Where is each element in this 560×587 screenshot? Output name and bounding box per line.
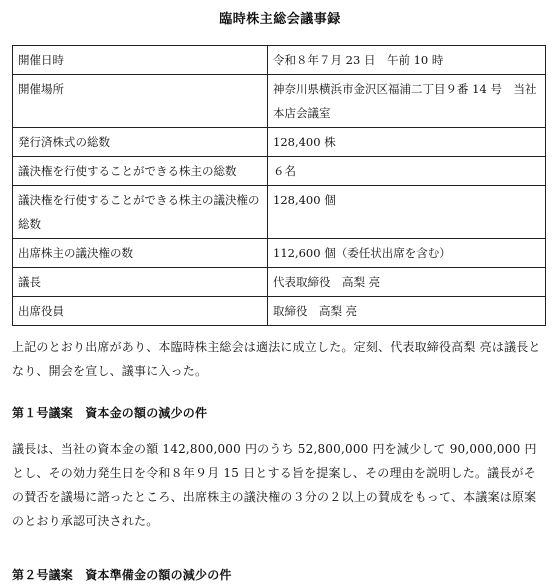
table-row	[13, 46, 546, 75]
meeting-info-table	[12, 45, 546, 326]
document-title: 臨時株主総会議事録	[219, 12, 341, 27]
table-row	[13, 239, 546, 268]
table-row	[13, 186, 546, 239]
table-row	[13, 297, 546, 326]
row-label: 発行済株式の総数	[13, 128, 268, 157]
row-label: 議長	[13, 268, 268, 297]
table-row	[13, 75, 546, 128]
row-value: 代表取締役 高梨 亮	[268, 268, 546, 297]
row-value: 令和８年７月 23 日 午前 10 時	[268, 46, 546, 75]
row-label: 開催場所	[13, 75, 268, 128]
table-row	[13, 268, 546, 297]
row-value: 112,600 個（委任状出席を含む）	[268, 239, 546, 268]
table-row	[13, 157, 546, 186]
row-label: 出席株主の議決権の数	[13, 239, 268, 268]
item1-heading: 第１号議案 資本金の額の減少の件	[12, 406, 208, 420]
row-label: 出席役員	[13, 297, 268, 326]
row-value: ６名	[268, 157, 546, 186]
table-row	[13, 128, 546, 157]
row-label: 議決権を行使することができる株主の議決権の総数	[13, 186, 268, 239]
row-value: 神奈川県横浜市金沢区福浦二丁目９番 14 号 当社本店会議室	[268, 75, 546, 128]
item2-heading: 第２号議案 資本準備金の額の減少の件	[12, 568, 232, 582]
row-value: 128,400 個	[268, 186, 546, 239]
row-label: 開催日時	[13, 46, 268, 75]
row-label: 議決権を行使することができる株主の総数	[13, 157, 268, 186]
intro-paragraph: 上記のとおり出席があり、本臨時株主総会は適法に成立した。定刻、代表取締役高梨 亮は議長となり、開会を宣し、議事に入った。	[12, 340, 541, 378]
row-value: 取締役 高梨 亮	[268, 297, 546, 326]
item1-body: 議長は、当社の資本金の額 142,800,000 円のうち 52,800,000 円を減少して 90,000,000 円とし、その効力発生日を令和８年９月 15 日とする旨を提案し、その理由を説明した。議長がその賛否を議場に諮ったところ、出席株主の議決権の３分の２以上の賛成をもって、本議案は原案のとおり承認可決された。	[12, 442, 537, 528]
row-value: 128,400 株	[268, 128, 546, 157]
